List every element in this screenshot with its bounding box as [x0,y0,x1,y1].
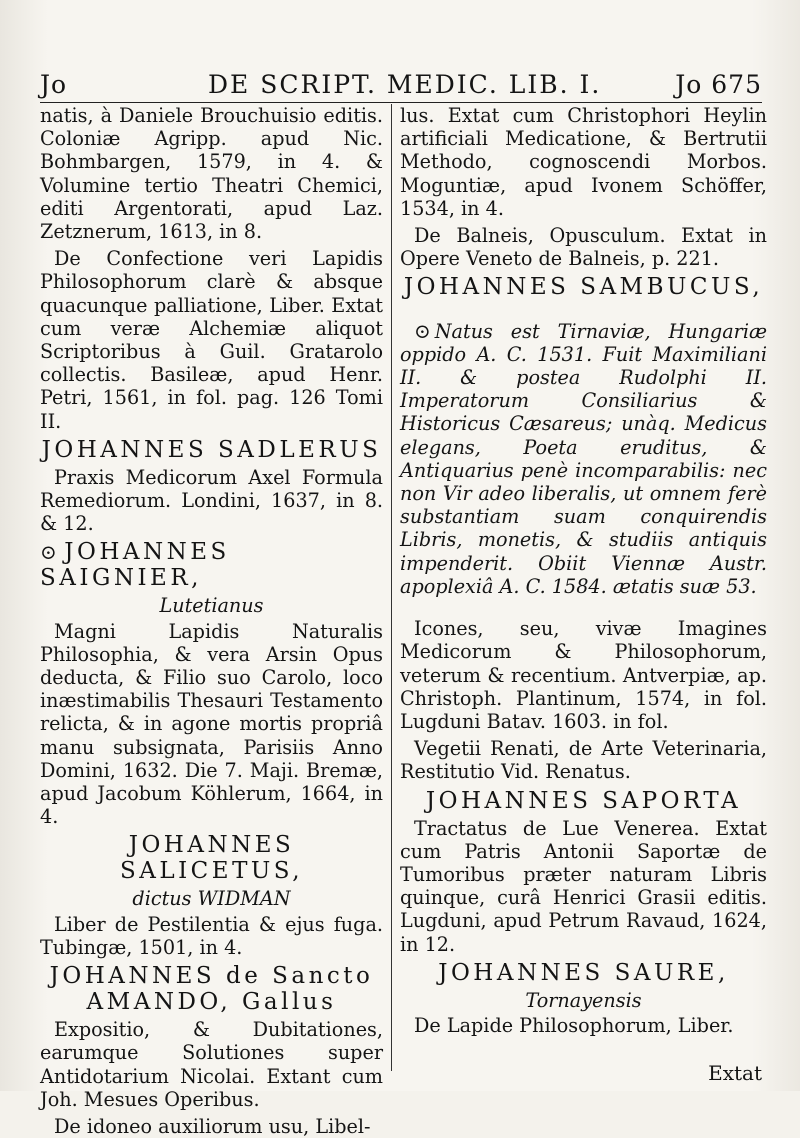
author-heading-text: JOHANNES SADLERUS [41,436,382,463]
bibliography-entry: Magni Lapidis Naturalis Philosophia, & vera Arsin Opus deducta, & Filio suo Carolo, loco inæstimabilis Thesauri Testamento relicta, & in agone mortis propriâ manu subsignata, Parisiis Anno Domini, 1632. Die 7. Maji. Bremæ, apud Jacobum Köhlerum, 1664, in 4. [40,619,383,829]
bibliography-entry: Icones, seu, vivæ Imagines Medicorum & Philosophorum, veterum & recentium. Antverpiæ, ap. Christoph. Plantinum, 1574, in fol. Lugduni Batav. 1603. in fol. [400,617,767,734]
running-head-left: Jo [40,70,68,99]
header-rule [40,102,762,103]
author-heading-text: JOHANNES SAMBUCUS, [403,274,764,301]
bibliography-entry: De idoneo auxiliorum usu, Libel- [54,1114,371,1138]
circle-mark-icon: ⊙ [40,540,61,565]
running-head [40,66,762,102]
author-subheading: Tornayensis [525,988,642,1012]
column-divider [391,104,392,1071]
author-heading [40,539,383,591]
author-heading-text: JOHANNES SAIGNIER, [40,539,230,592]
catchword: Extat [708,1061,762,1085]
biography-text: Natus est Tirnaviæ, Hungariæ oppido A. C. 1531. Fuit Maximiliani II. & postea Rudolphi II. Imperatorum Consiliarius & Historicus Cæsareus; unàq. Medicus elegans, Poeta eruditus, & Antiquarius penè incomparabilis: nec non Vir adeo liberalis, ut omnem ferè substantiam suam conquirendis Libris, monetis, & studiis antiquis impenderit. Obiit Viennæ Austr. apoplexiâ A. C. 1584. ætatis suæ 53. [400,319,767,598]
continued-entry: natis, à Daniele Brouchuisio editis. Coloniæ Agripp. apud Nic. Bohmbargen, 1579, in 4. & Volumine tertio Theatri Chemici, editi Argentorati, apud Laz. Zetznerum, 1613, in 8. [40,104,383,244]
biography-paragraph [400,320,767,598]
bibliography-entry: Vegetii Renati, de Arte Veterinaria, Restitutio Vid. Renatus. [400,737,767,784]
author-heading [40,832,383,884]
author-heading [400,960,767,986]
author-subheading: dictus WIDMAN [132,887,291,911]
left-column [40,104,383,1138]
author-heading-text: JOHANNES SALICETUS, [119,832,304,885]
continued-entry: lus. Extat cum Christophori Heylin artificiali Medicatione, & Bertrutii Methodo, cognoscendi Morbos. Moguntiæ, apud Ivonem Schöffer, 1534, in 4. [400,104,767,220]
bibliography-entry: Praxis Medicorum Axel Formula Remediorum. Londini, 1637, in 8. & 12. [40,465,383,536]
bibliography-entry: De Balneis, Opusculum. Extat in Opere Veneto de Balneis, p. 221. [400,224,767,271]
author-heading [400,788,767,814]
bibliography-entry: De Confectione veri Lapidis Philosophorum clarè & absque quacunque palliatione, Liber. Extat cum veræ Alchemiæ aliquot Scriptoribus à Guil. Gratarolo collectis. Basileæ, apud Henr. Petri, 1561, in fol. pag. 126 Tomi II. [40,247,383,433]
author-heading [40,437,383,463]
author-heading [40,963,383,1015]
page-number: Jo 675 [675,70,762,99]
bibliography-entry: De Lapide Philosophorum, Liber. [414,1014,734,1038]
author-heading-text: JOHANNES de Sancto AMANDO, Gallus [49,963,374,1016]
circle-mark-icon: ⊙ [414,318,431,343]
author-heading-text: JOHANNES SAPORTA [425,787,742,814]
bibliography-entry: Expositio, & Dubitationes, earumque Solutiones super Antidotarium Nicolai. Extant cum Joh. Mesues Operibus. [40,1018,383,1111]
right-column [400,104,767,1077]
author-subheading: Lutetianus [159,594,264,618]
running-head-title: DE SCRIPT. MEDIC. LIB. I. [208,70,602,99]
author-heading-text: JOHANNES SAURE, [438,959,729,986]
author-heading [400,274,767,300]
bibliography-entry: Tractatus de Lue Venerea. Extat cum Patris Antonii Saportæ de Tumoribus præter naturam Libris quinque, curâ Henrici Grasii editis. Lugduni, apud Petrum Ravaud, 1624, in 12. [400,816,767,956]
bibliography-entry: Liber de Pestilentia & ejus fuga. Tubingæ, 1501, in 4. [40,912,383,959]
